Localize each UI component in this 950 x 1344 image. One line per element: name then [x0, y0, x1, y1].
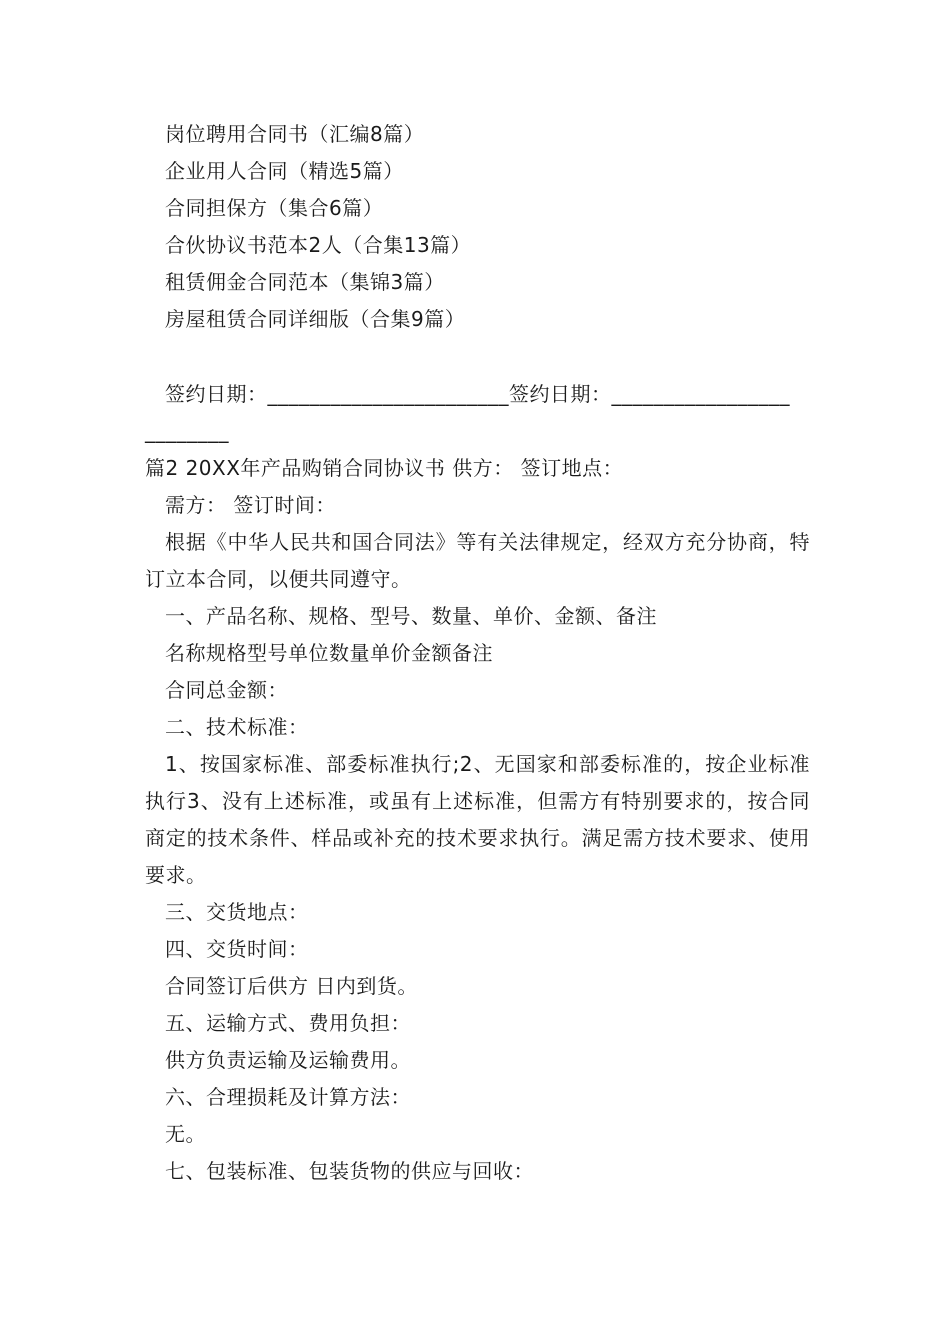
list-item[interactable]: 合同担保方（集合6篇） — [165, 196, 384, 220]
clause-heading: 一、产品名称、规格、型号、数量、单价、金额、备注 — [165, 604, 657, 628]
clause-heading: 五、运输方式、费用负担： — [165, 1011, 411, 1035]
signing-date-line-continued: ________ — [145, 419, 229, 443]
section-title: 篇2 20XX年产品购销合同协议书 供方： 签订地点： — [145, 456, 624, 480]
list-item[interactable]: 房屋租赁合同详细版（合集9篇） — [165, 307, 466, 331]
clause-heading: 四、交货时间： — [165, 937, 309, 961]
list-item[interactable]: 租赁佣金合同范本（集锦3篇） — [165, 270, 445, 294]
clause-paragraph: 1、按国家标准、部委标准执行;2、无国家和部委标准的，按企业标准执行3、没有上述标准，或虽有上述标准，但需方有特别要求的，按合同商定的技术条件、样品或补充的技术要求执行。满足需方技术要求、使用要求。 — [145, 752, 810, 887]
clause-text: 名称规格型号单位数量单价金额备注 — [165, 641, 493, 665]
parties-line: 需方： 签订时间： — [165, 493, 336, 517]
clause-heading: 七、包装标准、包装货物的供应与回收： — [165, 1159, 534, 1183]
clause-text: 合同总金额： — [165, 678, 288, 702]
intro-paragraph: 根据《中华人民共和国合同法》等有关法律规定，经双方充分协商，特订立本合同，以便共同遵守。 — [145, 530, 810, 591]
list-item[interactable]: 企业用人合同（精选5篇） — [165, 159, 404, 183]
clause-heading: 二、技术标准： — [165, 715, 309, 739]
clause-text: 无。 — [165, 1122, 206, 1146]
signing-date-line: 签约日期：_______________________签约日期：_________________ — [165, 382, 790, 406]
clause-heading: 六、合理损耗及计算方法： — [165, 1085, 411, 1109]
clause-heading: 三、交货地点： — [165, 900, 309, 924]
clause-text: 供方负责运输及运输费用。 — [165, 1048, 411, 1072]
list-item[interactable]: 合伙协议书范本2人（合集13篇） — [165, 233, 472, 257]
clause-text: 合同签订后供方 日内到货。 — [165, 974, 418, 998]
list-item[interactable]: 岗位聘用合同书（汇编8篇） — [165, 122, 425, 146]
contract-body — [145, 376, 810, 1190]
related-articles-list — [145, 116, 810, 338]
